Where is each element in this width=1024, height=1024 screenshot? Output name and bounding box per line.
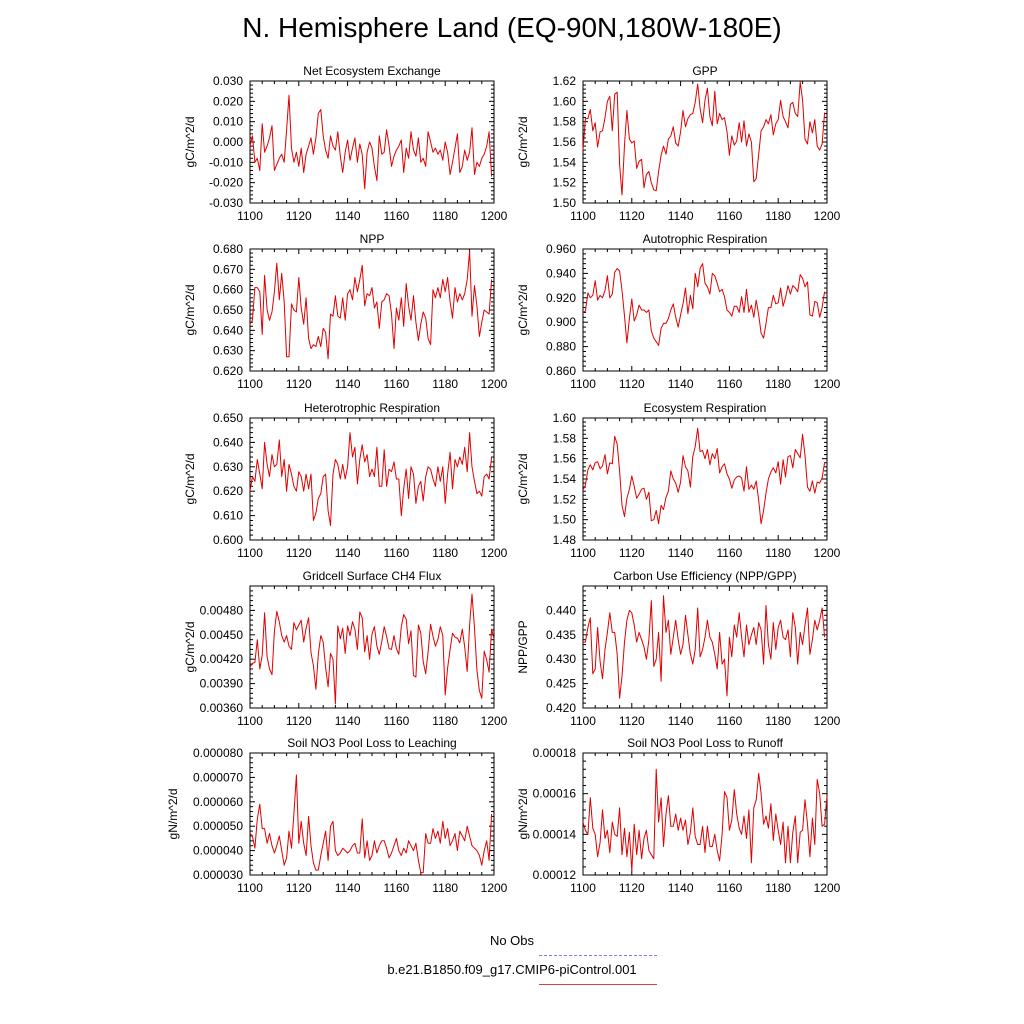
x-tick-label: 1200 (480, 546, 508, 560)
y-tick-label: 1.52 (552, 492, 576, 507)
x-tick-label: 1100 (570, 546, 596, 560)
series-line (583, 596, 825, 698)
x-tick-label: 1140 (667, 881, 694, 895)
x-tick-label: 1100 (570, 377, 596, 391)
plot-frame (250, 81, 494, 203)
y-tick-label: 1.60 (552, 94, 576, 109)
plot-frame (250, 586, 494, 708)
x-tick-label: 1180 (765, 209, 792, 223)
y-tick-label: 1.54 (552, 472, 576, 486)
y-tick-label: 1.50 (552, 512, 576, 527)
y-tick-label: 0.630 (212, 459, 243, 474)
plot-frame (583, 249, 827, 371)
y-tick-label: 0.000080 (192, 746, 243, 760)
y-tick-label: 1.62 (552, 74, 576, 88)
series-line (250, 433, 492, 526)
panel-title: Autotrophic Respiration (642, 232, 768, 246)
y-axis-label: gC/m^2/d (516, 116, 530, 168)
x-tick-label: 1180 (765, 546, 792, 560)
panel-4 (183, 401, 508, 560)
y-tick-label: 1.50 (552, 196, 576, 210)
series-line (583, 428, 825, 524)
panel-title: GPP (692, 64, 718, 78)
x-tick-label: 1100 (237, 377, 263, 391)
plot-frame (583, 418, 827, 540)
y-tick-label: 0.000060 (192, 794, 243, 809)
y-tick-label: 0.000070 (192, 770, 243, 785)
x-tick-label: 1160 (716, 881, 743, 895)
x-tick-label: 1100 (237, 209, 263, 223)
plot-frame (250, 418, 494, 540)
y-tick-label: 0.435 (545, 627, 576, 642)
x-tick-label: 1180 (432, 881, 459, 895)
y-tick-label: 0.020 (212, 94, 243, 109)
x-tick-label: 1160 (383, 546, 410, 560)
series-line (250, 775, 492, 873)
x-tick-label: 1120 (618, 209, 645, 223)
y-tick-label: 0.660 (212, 282, 243, 297)
panel-title: Soil NO3 Pool Loss to Leaching (287, 736, 457, 750)
y-tick-label: 0.00014 (532, 827, 576, 842)
x-tick-label: 1120 (285, 881, 312, 895)
x-tick-label: 1120 (618, 881, 645, 895)
y-tick-label: 0.000050 (192, 819, 243, 834)
y-tick-label: 1.52 (552, 175, 576, 190)
x-tick-label: 1140 (334, 209, 361, 223)
x-tick-label: 1200 (480, 377, 508, 391)
y-tick-label: 1.56 (552, 451, 576, 466)
panel-7 (516, 569, 841, 728)
x-tick-label: 1160 (383, 881, 410, 895)
panel-3 (516, 232, 841, 391)
x-tick-label: 1200 (813, 209, 841, 223)
x-tick-label: 1200 (480, 881, 508, 895)
x-tick-label: 1140 (667, 714, 694, 728)
y-tick-label: 0.430 (545, 652, 576, 667)
series-line (250, 95, 492, 189)
x-tick-label: 1120 (285, 714, 312, 728)
legend-model-line (539, 984, 657, 985)
panel-title: Net Ecosystem Exchange (303, 64, 441, 78)
y-tick-label: 0.00018 (532, 746, 576, 760)
y-axis-label: gC/m^2/d (183, 453, 197, 505)
x-tick-label: 1120 (285, 546, 312, 560)
y-axis-label: NPP/GPP (516, 620, 530, 674)
x-tick-label: 1140 (334, 714, 361, 728)
legend-model-label: b.e21.B1850.f09_g17.CMIP6-piControl.001 (387, 962, 637, 977)
y-tick-label: 0.860 (545, 364, 576, 378)
x-tick-label: 1100 (570, 881, 596, 895)
y-tick-label: 0.00390 (199, 676, 243, 691)
y-axis-label: gN/m^2/d (166, 788, 180, 840)
y-tick-label: -0.030 (208, 196, 243, 210)
series-line (250, 594, 494, 704)
x-tick-label: 1160 (716, 714, 743, 728)
panel-title: Soil NO3 Pool Loss to Runoff (627, 736, 783, 750)
y-axis-label: gC/m^2/d (516, 453, 530, 505)
y-tick-label: -0.020 (208, 175, 243, 190)
panel-8 (166, 736, 508, 895)
panel-title: Heterotrophic Respiration (303, 401, 441, 415)
y-tick-label: 0.920 (545, 290, 576, 305)
y-tick-label: 0.600 (212, 533, 243, 547)
x-tick-label: 1100 (237, 714, 263, 728)
y-tick-label: 0.00450 (199, 627, 243, 642)
x-tick-label: 1120 (618, 714, 645, 728)
main-title: N. Hemisphere Land (EQ-90N,180W-180E) (242, 12, 782, 43)
y-tick-label: 0.610 (212, 508, 243, 523)
y-axis-label: gC/m^2/d (183, 284, 197, 336)
x-tick-label: 1140 (667, 546, 694, 560)
y-axis-label: gC/m^2/d (516, 284, 530, 336)
x-tick-label: 1180 (432, 209, 459, 223)
y-tick-label: 0.440 (545, 603, 576, 618)
y-tick-label: 0.00016 (532, 786, 576, 801)
x-tick-label: 1120 (285, 377, 312, 391)
y-tick-label: 0.670 (212, 262, 243, 277)
series-line (583, 769, 827, 871)
y-tick-label: 0.425 (545, 676, 576, 691)
x-tick-label: 1160 (716, 546, 743, 560)
x-tick-label: 1180 (765, 881, 792, 895)
y-axis-label: gN/m^2/d (516, 788, 530, 840)
legend-obs-label: No Obs (489, 933, 535, 948)
panel-9 (516, 736, 841, 895)
panel-1 (516, 64, 841, 223)
x-tick-label: 1120 (618, 546, 645, 560)
y-tick-label: 0.650 (212, 303, 243, 317)
x-tick-label: 1200 (813, 546, 841, 560)
x-tick-label: 1200 (480, 714, 508, 728)
y-tick-label: 0.030 (212, 74, 243, 88)
y-tick-label: 0.640 (212, 435, 243, 450)
panel-0 (183, 64, 508, 223)
x-tick-label: 1200 (813, 881, 841, 895)
panel-6 (183, 569, 508, 728)
x-tick-label: 1140 (667, 209, 694, 223)
y-axis-label: gC/m^2/d (183, 116, 197, 168)
x-tick-label: 1180 (432, 377, 459, 391)
panel-title: Gridcell Surface CH4 Flux (302, 569, 442, 583)
x-tick-label: 1140 (667, 377, 694, 391)
y-tick-label: 0.960 (545, 242, 576, 256)
y-tick-label: 0.00360 (199, 701, 243, 715)
x-tick-label: 1180 (432, 546, 459, 560)
x-tick-label: 1180 (765, 714, 792, 728)
y-tick-label: 0.00480 (199, 603, 243, 618)
x-tick-label: 1120 (285, 209, 312, 223)
series-line (583, 264, 825, 346)
y-tick-label: 1.48 (552, 533, 576, 547)
legend-obs-line (539, 955, 657, 956)
x-tick-label: 1140 (334, 377, 361, 391)
x-tick-label: 1200 (813, 714, 841, 728)
x-tick-label: 1160 (716, 209, 743, 223)
x-tick-label: 1200 (813, 377, 841, 391)
y-tick-label: 0.010 (212, 114, 243, 129)
panel-2 (183, 232, 508, 391)
y-tick-label: 0.630 (212, 343, 243, 358)
y-tick-label: 0.940 (545, 266, 576, 281)
x-tick-label: 1160 (383, 209, 410, 223)
y-tick-label: 1.58 (552, 431, 576, 446)
x-tick-label: 1140 (334, 546, 361, 560)
y-tick-label: -0.010 (208, 155, 243, 170)
x-tick-label: 1160 (716, 377, 743, 391)
x-tick-label: 1160 (383, 714, 410, 728)
y-tick-label: 0.000040 (192, 843, 243, 858)
x-tick-label: 1100 (570, 209, 596, 223)
y-tick-label: 0.420 (545, 701, 576, 715)
y-axis-label: gC/m^2/d (183, 621, 197, 673)
y-tick-label: 0.880 (545, 339, 576, 354)
y-tick-label: 0.650 (212, 411, 243, 425)
y-tick-label: 0.620 (212, 484, 243, 499)
x-tick-label: 1100 (570, 714, 596, 728)
y-tick-label: 0.900 (545, 315, 576, 330)
x-tick-label: 1140 (334, 881, 361, 895)
panel-title: Carbon Use Efficiency (NPP/GPP) (613, 569, 797, 583)
panel-title: NPP (359, 232, 385, 246)
x-tick-label: 1100 (237, 881, 263, 895)
y-tick-label: 1.60 (552, 411, 576, 425)
series-line (250, 251, 492, 359)
y-tick-label: 0.00012 (532, 868, 576, 882)
x-tick-label: 1200 (480, 209, 508, 223)
series-line (583, 82, 825, 195)
y-tick-label: 0.620 (212, 364, 243, 378)
y-tick-label: 0.640 (212, 323, 243, 338)
x-tick-label: 1160 (383, 377, 410, 391)
y-tick-label: 1.58 (552, 114, 576, 129)
y-tick-label: 0.680 (212, 242, 243, 256)
x-tick-label: 1100 (237, 546, 263, 560)
panel-5 (516, 401, 841, 560)
x-tick-label: 1180 (432, 714, 459, 728)
y-tick-label: 1.54 (552, 155, 576, 170)
x-tick-label: 1120 (618, 377, 645, 391)
y-tick-label: 0.000030 (192, 868, 243, 882)
panel-title: Ecosystem Respiration (643, 401, 767, 415)
x-tick-label: 1180 (765, 377, 792, 391)
y-tick-label: 0.000 (212, 135, 243, 149)
y-tick-label: 1.56 (552, 135, 576, 149)
y-tick-label: 0.00420 (199, 652, 243, 667)
